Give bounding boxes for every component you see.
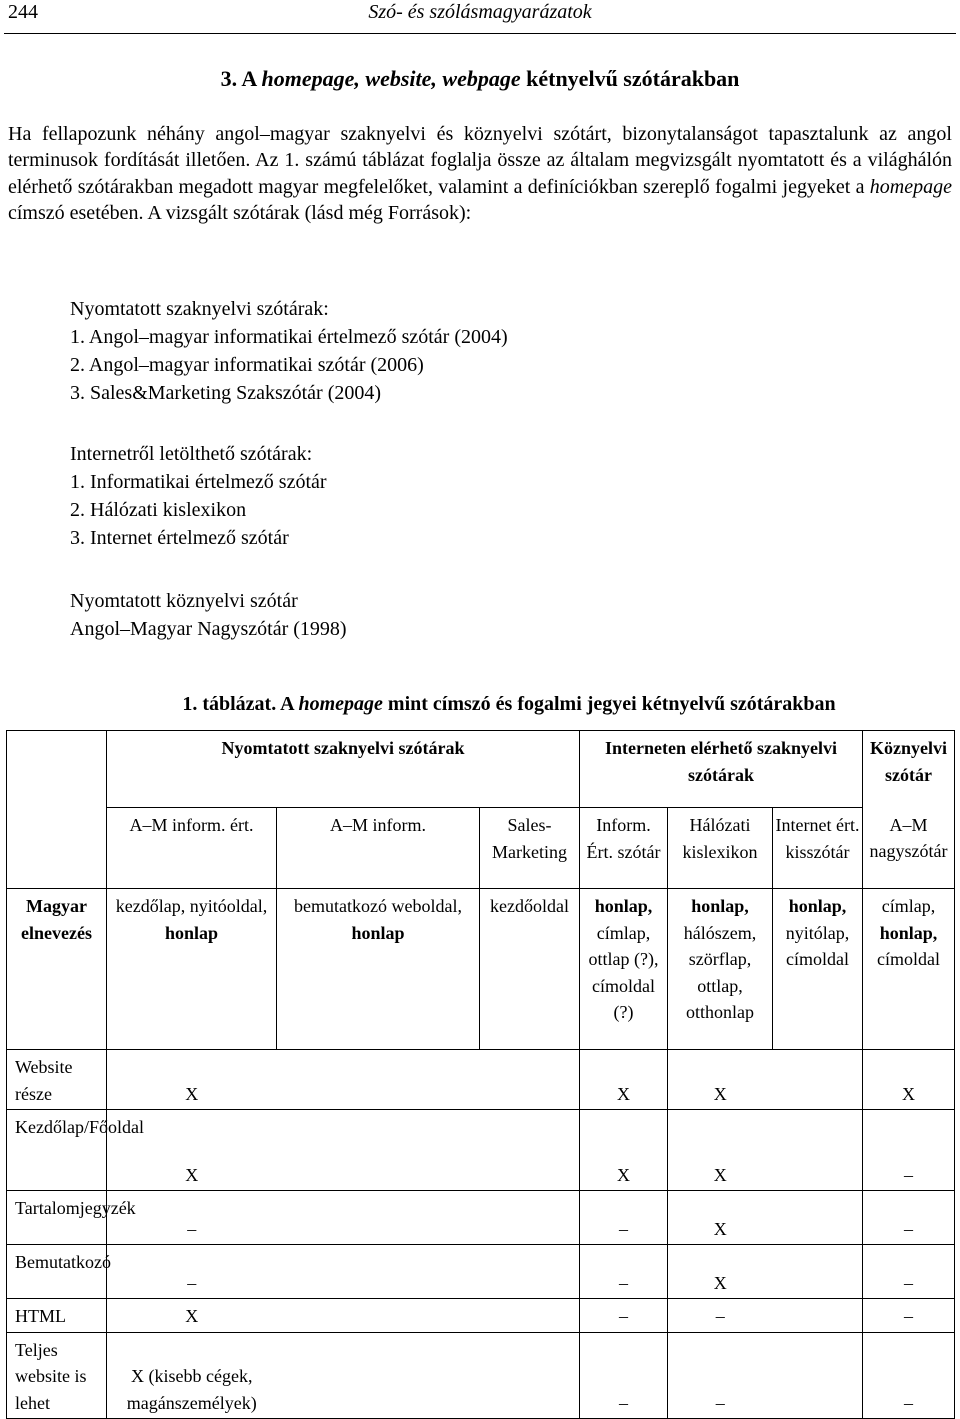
table-row bbox=[7, 1299, 955, 1333]
table-cell bbox=[480, 1332, 580, 1419]
table-cell bbox=[773, 1110, 863, 1191]
table-caption: 1. táblázat. A homepage mint címszó és fogalmi jegyei kétnyelvű szótárakban bbox=[182, 693, 836, 715]
group-header-row bbox=[7, 731, 955, 808]
dict-1: A–M inform. ért. bbox=[107, 808, 277, 889]
list-heading: Nyomtatott köznyelvi szótár bbox=[70, 590, 298, 612]
group-general: Köznyelvi szótár bbox=[863, 731, 955, 808]
header-rule bbox=[4, 33, 956, 34]
group-printed: Nyomtatott szaknyelvi szótárak bbox=[107, 731, 580, 808]
table-cell bbox=[480, 1191, 580, 1245]
list-item: 2. Hálózati kislexikon bbox=[70, 499, 247, 521]
table-cell bbox=[480, 1299, 580, 1333]
group-online: Interneten elérhető szaknyelvi szótárak bbox=[580, 731, 863, 808]
list-item: 1. Angol–magyar informatikai értelmező szótár (2004) bbox=[70, 326, 508, 348]
table-cell: – bbox=[863, 1191, 955, 1245]
table-cell: – bbox=[863, 1332, 955, 1419]
intro-paragraph: Ha fellapozunk néhány angol–magyar szaknyelvi és köznyelvi szótárt, bizonytalanságot tapasztalunk az angol terminusok fordítását illetően. Az 1. számú táblázat foglalja össze az általam megvizsgált nyomtatott és a világhálón elérhető szótárakban megadott magyar megfelelőket, valamint a definíciókban szereplő fogalmi jegyeket a homepage címszó esetében. A vizsgált szótárak (lásd még Források): bbox=[8, 123, 952, 224]
table-cell bbox=[277, 1050, 480, 1110]
table-cell: – bbox=[863, 1299, 955, 1333]
table-cell bbox=[277, 1110, 480, 1191]
online-list bbox=[70, 440, 327, 552]
table-row bbox=[7, 1191, 955, 1245]
table-cell: – bbox=[580, 1245, 668, 1299]
list-item: 3. Internet értelmező szótár bbox=[70, 527, 289, 549]
table-cell bbox=[480, 1050, 580, 1110]
table-cell: X bbox=[668, 1245, 773, 1299]
table-cell: X bbox=[580, 1050, 668, 1110]
table-row bbox=[7, 1332, 955, 1419]
table-cell: X bbox=[668, 1191, 773, 1245]
list-item: 3. Sales&Marketing Szakszótár (2004) bbox=[70, 382, 382, 404]
table-cell: X bbox=[580, 1110, 668, 1191]
table-cell: – bbox=[107, 1245, 277, 1299]
dictionary-row bbox=[7, 808, 955, 889]
list-item: Angol–Magyar Nagyszótár (1998) bbox=[70, 618, 347, 640]
dict-6: Internet ért. kisszótár bbox=[773, 808, 863, 889]
table-cell: – bbox=[580, 1299, 668, 1333]
running-header bbox=[8, 0, 952, 30]
table-cell: X (kisebb cégek, magánszemélyek) bbox=[107, 1332, 277, 1419]
table-cell bbox=[773, 1050, 863, 1110]
table-cell: – bbox=[863, 1245, 955, 1299]
table-cell bbox=[277, 1245, 480, 1299]
dict-2: A–M inform. bbox=[277, 808, 480, 889]
dict-3: Sales-Marketing bbox=[480, 808, 580, 889]
table-cell: – bbox=[668, 1332, 773, 1419]
running-title: Szó- és szólásmagyarázatok bbox=[368, 1, 592, 23]
row-label: HTML bbox=[7, 1299, 107, 1333]
table-cell: – bbox=[107, 1191, 277, 1245]
table-cell: – bbox=[863, 1110, 955, 1191]
table-cell bbox=[277, 1191, 480, 1245]
list-item: 1. Informatikai értelmező szótár bbox=[70, 471, 327, 493]
row-label: Tartalomjegyzék bbox=[7, 1191, 107, 1245]
table-cell: – bbox=[668, 1299, 773, 1333]
table-row bbox=[7, 1050, 955, 1110]
section-title: 3. A homepage, website, webpage kétnyelvű szótárakban bbox=[220, 66, 740, 91]
list-heading: Nyomtatott szaknyelvi szótárak: bbox=[70, 298, 329, 320]
table-cell bbox=[773, 1299, 863, 1333]
table-cell bbox=[773, 1191, 863, 1245]
dict-5: Hálózati kislexikon bbox=[668, 808, 773, 889]
table-cell bbox=[773, 1332, 863, 1419]
table-cell: – bbox=[580, 1332, 668, 1419]
table-cell: X bbox=[107, 1050, 277, 1110]
dict-4: Inform. Ért. szótár bbox=[580, 808, 668, 889]
name-row: Magyar elnevezés kezdőlap, nyitóoldal, honlap bemutatkozó weboldal, honlap kezdőoldal honlap, címlap, ottlap (?), címoldal (?) honlap, hálószem, szörflap, ottlap, otthonlap honlap, nyitólap, címoldal címlap, honlap, címoldal bbox=[7, 889, 955, 1050]
general-dictionary-list bbox=[70, 587, 347, 643]
comparison-table bbox=[6, 730, 955, 1419]
table-cell bbox=[277, 1332, 480, 1419]
printed-specialist-list bbox=[70, 295, 508, 407]
page-number: 244 bbox=[8, 1, 38, 23]
table-cell bbox=[480, 1245, 580, 1299]
row-label: Kezdőlap/Főoldal bbox=[7, 1110, 107, 1191]
table-cell: X bbox=[107, 1299, 277, 1333]
table-cell bbox=[773, 1245, 863, 1299]
table-cell: X bbox=[668, 1050, 773, 1110]
list-heading: Internetről letölthető szótárak: bbox=[70, 443, 313, 465]
table-row bbox=[7, 1110, 955, 1191]
table-cell bbox=[277, 1299, 480, 1333]
table-cell: – bbox=[580, 1191, 668, 1245]
table-cell: X bbox=[863, 1050, 955, 1110]
dict-7: A–M nagyszótár bbox=[863, 808, 955, 889]
table-cell bbox=[480, 1110, 580, 1191]
table-row bbox=[7, 1245, 955, 1299]
table-cell: X bbox=[107, 1110, 277, 1191]
row-label: Website része bbox=[7, 1050, 107, 1110]
table-cell: X bbox=[668, 1110, 773, 1191]
list-item: 2. Angol–magyar informatikai szótár (2006) bbox=[70, 354, 424, 376]
row-label: Bemutatkozó bbox=[7, 1245, 107, 1299]
row-label: Teljes website is lehet bbox=[7, 1332, 107, 1419]
row-label: Magyar elnevezés bbox=[7, 889, 107, 1050]
